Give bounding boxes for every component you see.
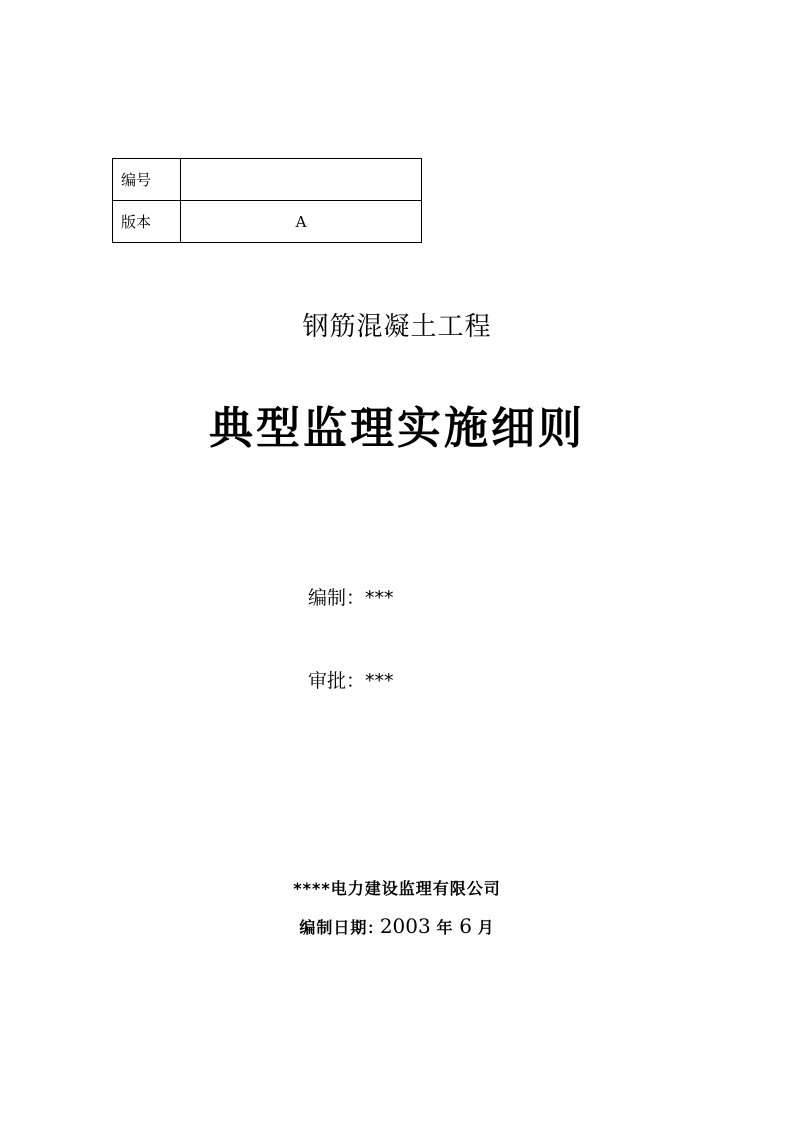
- date-month-unit: 月: [477, 918, 495, 937]
- date-year-unit: 年: [436, 918, 454, 937]
- info-row-number: [113, 159, 422, 201]
- date-month: 6: [459, 914, 472, 938]
- version-value: A: [181, 201, 422, 243]
- company-name: ****电力建设监理有限公司: [293, 879, 501, 898]
- document-title: 典型监理实施细则: [209, 403, 585, 454]
- number-label: 编号: [113, 159, 181, 201]
- number-value: [181, 159, 422, 201]
- info-row-version: [113, 201, 422, 243]
- date-colon: :: [367, 914, 375, 938]
- document-subtitle: 钢筋混凝土工程: [302, 312, 492, 342]
- approved-by: 审批：***: [308, 670, 394, 692]
- version-label: 版本: [113, 201, 181, 243]
- compiled-by: 编制：***: [308, 587, 394, 609]
- date-label: 编制日期: [299, 918, 368, 937]
- date-year: 2003: [379, 914, 431, 938]
- compile-date: [0, 914, 794, 938]
- document-info-table: [112, 158, 422, 243]
